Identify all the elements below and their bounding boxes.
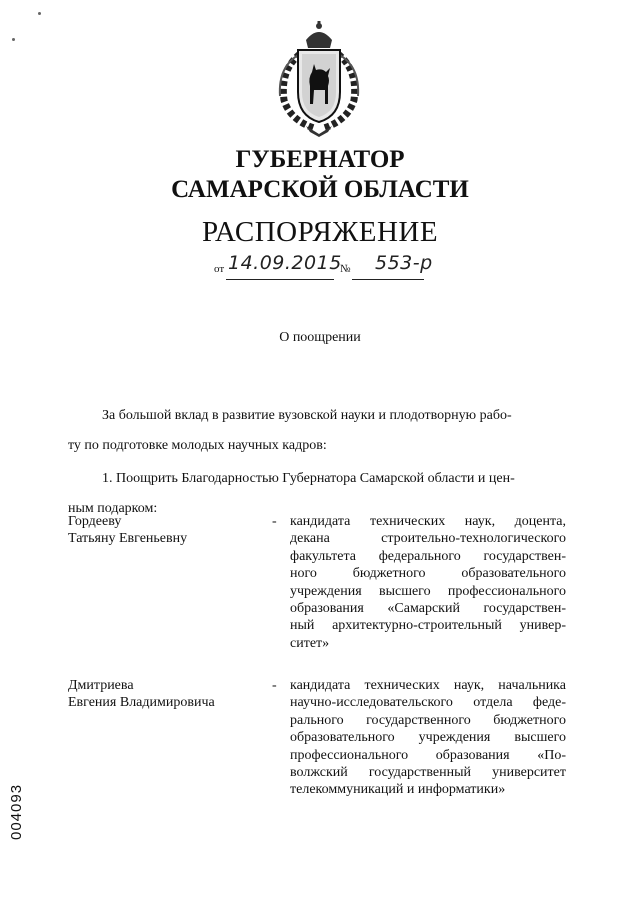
- date-underline: [226, 279, 334, 280]
- description-line: учреждения высшего профессионального: [290, 583, 566, 599]
- description-line: ного бюджетного образовательного: [290, 566, 566, 582]
- description-line: кандидата технических наук, начальника: [290, 678, 566, 693]
- description-line: ный архитектурно-строительный универ-: [290, 618, 566, 634]
- person-1-dash: -: [272, 514, 277, 529]
- person-2-description: [290, 677, 566, 799]
- person-2-dash: -: [272, 678, 277, 693]
- document-type: РАСПОРЯЖЕНИЕ: [201, 216, 439, 248]
- description-line: телекоммуникаций и информатики»: [290, 782, 506, 798]
- description-line: образовательного учреждения высшего: [290, 730, 566, 746]
- person-2-given-names: Евгения Владимировича: [68, 695, 215, 710]
- document-date: 14.09.2015: [228, 252, 342, 274]
- document-number: 553-р: [375, 252, 433, 274]
- serial-number: 004093: [8, 783, 25, 840]
- description-line: образования «Самарский государствен-: [290, 601, 566, 617]
- item-1-line-2: ным подарком:: [68, 501, 158, 516]
- intro-line-1: За большой вклад в развитие вузовской науки и плодотворную рабо-: [102, 408, 512, 423]
- description-line: ситет»: [290, 635, 330, 651]
- description-line: факультета федерального государствен-: [290, 548, 566, 564]
- issuer-title: ГУБЕРНАТОР: [235, 146, 405, 173]
- description-line: декана строительно-технологического: [290, 531, 566, 547]
- person-2-surname: Дмитриева: [68, 678, 134, 693]
- description-line: кандидата технических наук, доцента,: [290, 514, 566, 529]
- issuer-region: САМАРСКОЙ ОБЛАСТИ: [171, 176, 469, 203]
- intro-line-2: ту по подготовке молодых научных кадров:: [68, 438, 327, 453]
- number-underline: [352, 279, 424, 280]
- scan-speck: [38, 12, 41, 15]
- description-line: рального государственного бюджетного: [290, 712, 566, 728]
- description-line: волжский государственный университет: [290, 765, 566, 781]
- scan-speck: [12, 38, 15, 41]
- description-line: профессионального образования «По-: [290, 747, 566, 763]
- number-label: №: [340, 263, 351, 275]
- person-1-given-names: Татьяну Евгеньевну: [68, 531, 188, 546]
- date-label: от: [214, 263, 225, 275]
- person-1-surname: Гордееву: [68, 514, 122, 529]
- description-line: научно-исследовательского отдела феде-: [290, 695, 566, 711]
- item-1-line-1: 1. Поощрить Благодарностью Губернатора Самарской области и цен-: [102, 471, 515, 486]
- document-subject: О поощрении: [279, 330, 361, 345]
- person-1-description: [290, 513, 566, 652]
- coat-of-arms-emblem: [270, 20, 368, 138]
